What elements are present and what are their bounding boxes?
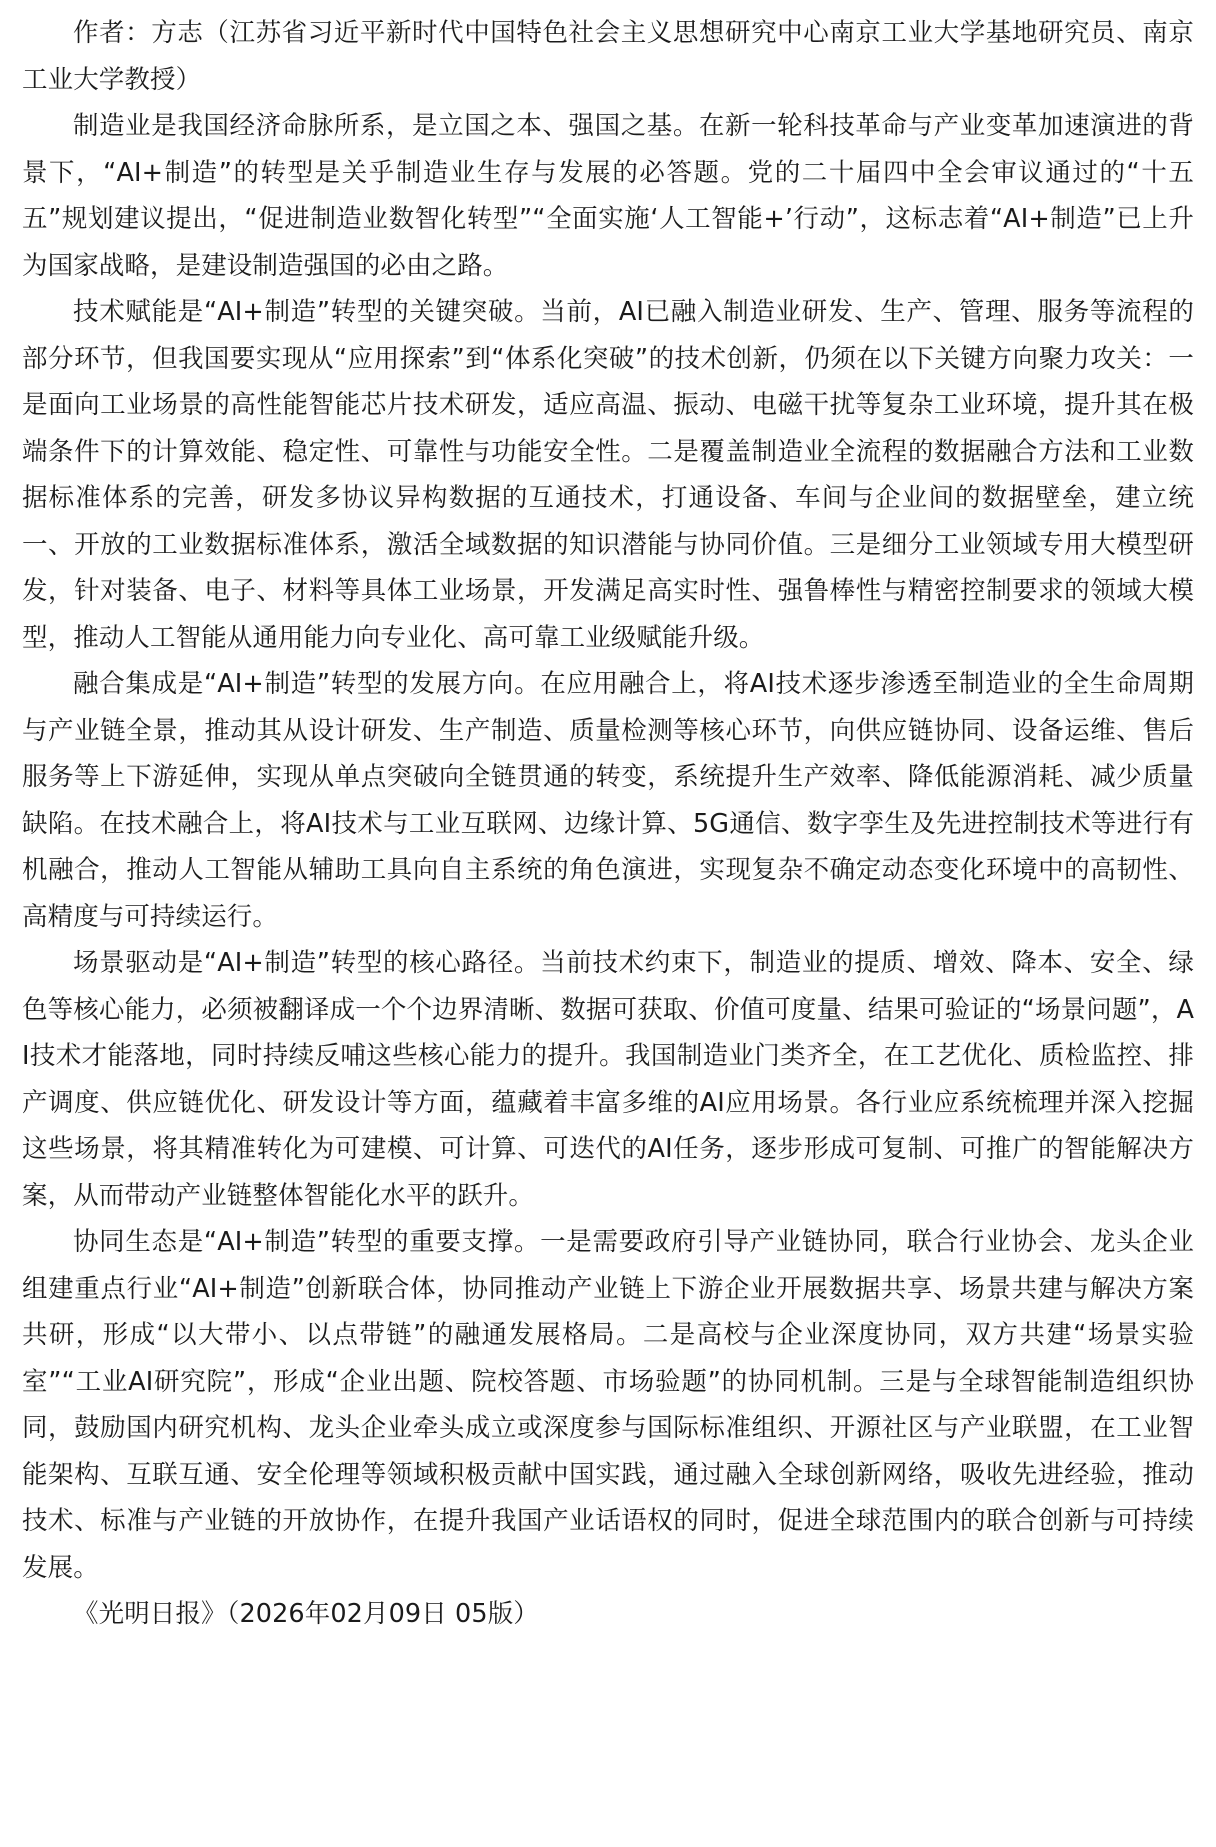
author-byline: 作者：方志（江苏省习近平新时代中国特色社会主义思想研究中心南京工业大学基地研究员、南京工业大学教授）: [22, 18, 1194, 95]
paragraph-2: 技术赋能是“AI+制造”转型的关键突破。当前，AI已融入制造业研发、生产、管理、服务等流程的部分环节，但我国要实现从“应用探索”到“体系化突破”的技术创新，仍须在以下关键方向聚力攻关：一是面向工业场景的高性能智能芯片技术研发，适应高温、振动、电磁干扰等复杂工业环境，提升其在极端条件下的计算效能、稳定性、可靠性与功能安全性。二是覆盖制造业全流程的数据融合方法和工业数据标准体系的完善，研发多协议异构数据的互通技术，打通设备、车间与企业间的数据壁垒，建立统一、开放的工业数据标准体系，激活全域数据的知识潜能与协同价值。三是细分工业领域专用大模型研发，针对装备、电子、材料等具体工业场景，开发满足高实时性、强鲁棒性与精密控制要求的领域大模型，推动人工智能从通用能力向专业化、高可靠工业级赋能升级。: [22, 297, 1194, 653]
source-citation: 《光明日报》（2026年02月09日 05版）: [73, 1599, 539, 1629]
article-body: [22, 10, 1194, 1638]
paragraph-1: 制造业是我国经济命脉所系，是立国之本、强国之基。在新一轮科技革命与产业变革加速演进的背景下，“AI+制造”的转型是关乎制造业生存与发展的必答题。党的二十届四中全会审议通过的“十五五”规划建议提出，“促进制造业数智化转型”“全面实施‘人工智能+’行动”，这标志着“AI+制造”已上升为国家战略，是建设制造强国的必由之路。: [22, 111, 1194, 281]
paragraph-3: 融合集成是“AI+制造”转型的发展方向。在应用融合上，将AI技术逐步渗透至制造业的全生命周期与产业链全景，推动其从设计研发、生产制造、质量检测等核心环节，向供应链协同、设备运维、售后服务等上下游延伸，实现从单点突破向全链贯通的转变，系统提升生产效率、降低能源消耗、减少质量缺陷。在技术融合上，将AI技术与工业互联网、边缘计算、5G通信、数字孪生及先进控制技术等进行有机融合，推动人工智能从辅助工具向自主系统的角色演进，实现复杂不确定动态变化环境中的高韧性、高精度与可持续运行。: [22, 669, 1194, 932]
paragraph-4: 场景驱动是“AI+制造”转型的核心路径。当前技术约束下，制造业的提质、增效、降本、安全、绿色等核心能力，必须被翻译成一个个边界清晰、数据可获取、价值可度量、结果可验证的“场景问题”，AI技术才能落地，同时持续反哺这些核心能力的提升。我国制造业门类齐全，在工艺优化、质检监控、排产调度、供应链优化、研发设计等方面，蕴藏着丰富多维的AI应用场景。各行业应系统梳理并深入挖掘这些场景，将其精准转化为可建模、可计算、可迭代的AI任务，逐步形成可复制、可推广的智能解决方案，从而带动产业链整体智能化水平的跃升。: [22, 948, 1194, 1211]
paragraph-5: 协同生态是“AI+制造”转型的重要支撑。一是需要政府引导产业链协同，联合行业协会、龙头企业组建重点行业“AI+制造”创新联合体，协同推动产业链上下游企业开展数据共享、场景共建与解决方案共研，形成“以大带小、以点带链”的融通发展格局。二是高校与企业深度协同，双方共建“场景实验室”“工业AI研究院”，形成“企业出题、院校答题、市场验题”的协同机制。三是与全球智能制造组织协同，鼓励国内研究机构、龙头企业牵头成立或深度参与国际标准组织、开源社区与产业联盟，在工业智能架构、互联互通、安全伦理等领域积极贡献中国实践，通过融入全球创新网络，吸收先进经验，推动技术、标准与产业链的开放协作，在提升我国产业话语权的同时，促进全球范围内的联合创新与可持续发展。: [22, 1227, 1194, 1583]
